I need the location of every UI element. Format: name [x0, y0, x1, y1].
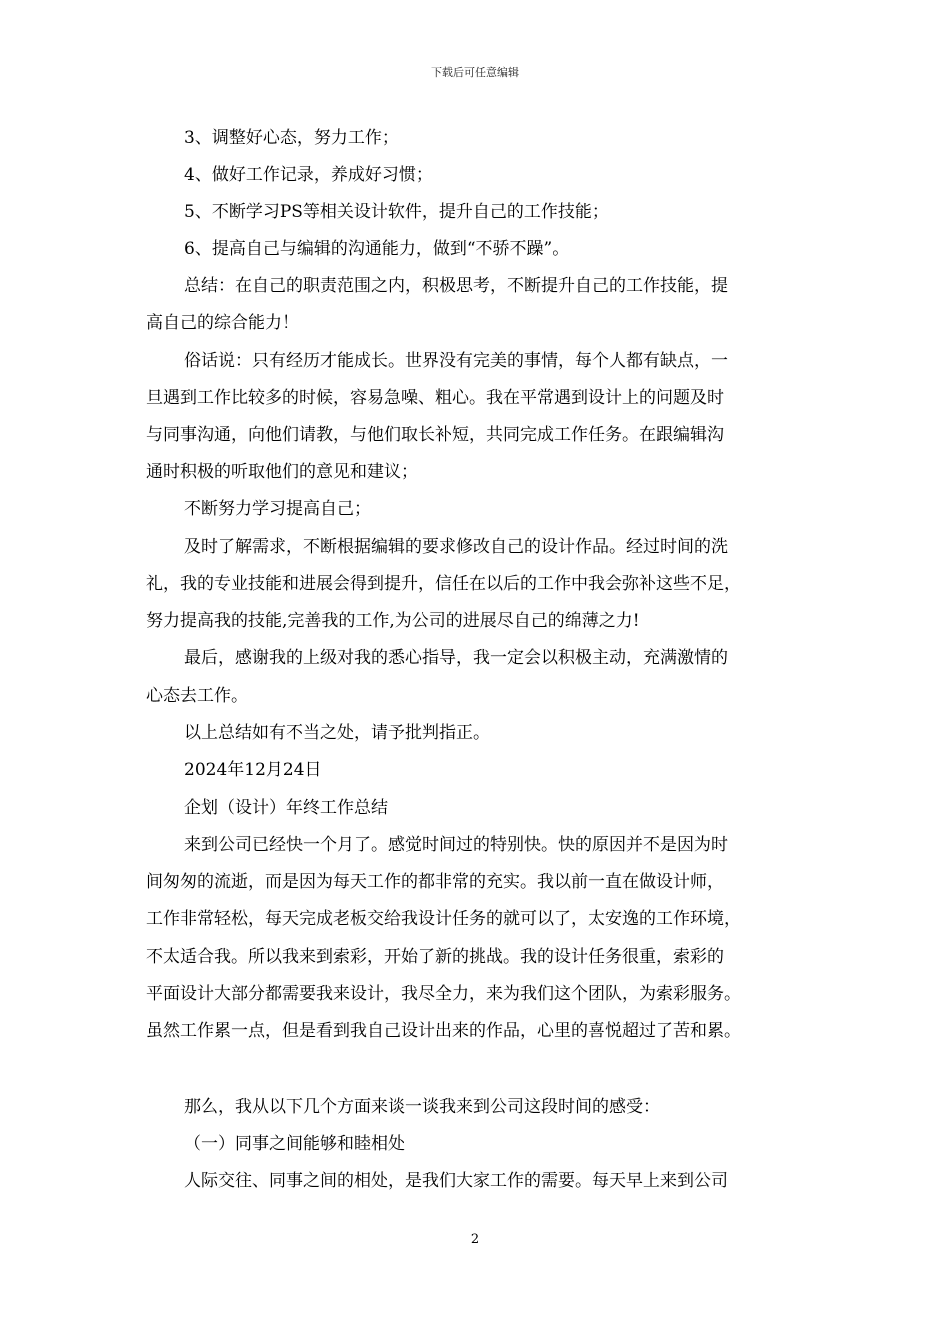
- date-line: 2024年12月24日: [184, 760, 322, 780]
- text-line: 及时了解需求，不断根据编辑的要求修改自己的设计作品。经过时间的洗: [184, 537, 728, 557]
- text-line: 礼，我的专业技能和进展会得到提升，信任在以后的工作中我会弥补这些不足，: [146, 574, 741, 594]
- text-line: 4、做好工作记录，养成好习惯；: [184, 165, 433, 185]
- text-line: 人际交往、同事之间的相处，是我们大家工作的需要。每天早上来到公司: [184, 1171, 728, 1191]
- text-line: 旦遇到工作比较多的时候，容易急噪、粗心。我在平常遇到设计上的问题及时: [146, 388, 724, 408]
- text-line: 与同事沟通，向他们请教，与他们取长补短，共同完成工作任务。在跟编辑沟: [146, 425, 724, 445]
- text-line: 以上总结如有不当之处，请予批判指正。: [184, 723, 490, 743]
- text-line: 总结：在自己的职责范围之内，积极思考，不断提升自己的工作技能，提: [184, 276, 728, 296]
- text-line: 3、调整好心态，努力工作；: [184, 128, 399, 148]
- text-line: 6、提高自己与编辑的沟通能力，做到“不骄不躁”。: [184, 239, 570, 259]
- text-line: 那么，我从以下几个方面来谈一谈我来到公司这段时间的感受：: [184, 1097, 660, 1117]
- text-line: 高自己的综合能力！: [146, 313, 299, 333]
- text-line: 间匆匆的流逝，而是因为每天工作的都非常的充实。我以前一直在做设计师，: [146, 872, 724, 892]
- text-line: 不断努力学习提高自己；: [184, 499, 371, 519]
- text-line: 来到公司已经快一个月了。感觉时间过的特别快。快的原因并不是因为时: [184, 835, 728, 855]
- text-line: 虽然工作累一点，但是看到我自己设计出来的作品，心里的喜悦超过了苦和累。: [146, 1021, 741, 1041]
- text-line: 平面设计大部分都需要我来设计，我尽全力，来为我们这个团队，为索彩服务。: [146, 984, 741, 1004]
- text-line: 最后，感谢我的上级对我的悉心指导，我一定会以积极主动，充满激情的: [184, 648, 728, 668]
- text-line: 俗话说：只有经历才能成长。世界没有完美的事情，每个人都有缺点，一: [184, 351, 728, 371]
- text-line: 努力提高我的技能,完善我的工作,为公司的进展尽自己的绵薄之力!: [146, 611, 640, 631]
- page-number: 2: [470, 1232, 480, 1247]
- text-line: 心态去工作。: [146, 686, 248, 706]
- section-title: 企划（设计）年终工作总结: [184, 798, 388, 818]
- text-line: 不太适合我。所以我来到索彩，开始了新的挑战。我的设计任务很重，索彩的: [146, 947, 724, 967]
- text-line: 工作非常轻松，每天完成老板交给我设计任务的就可以了，太安逸的工作环境，: [146, 909, 741, 929]
- subheading: （一）同事之间能够和睦相处: [184, 1134, 405, 1154]
- text-line: 通时积极的听取他们的意见和建议；: [146, 462, 418, 482]
- text-line: 5、不断学习PS等相关设计软件，提升自己的工作技能；: [184, 202, 609, 222]
- page-header: 下载后可任意编辑: [431, 66, 519, 79]
